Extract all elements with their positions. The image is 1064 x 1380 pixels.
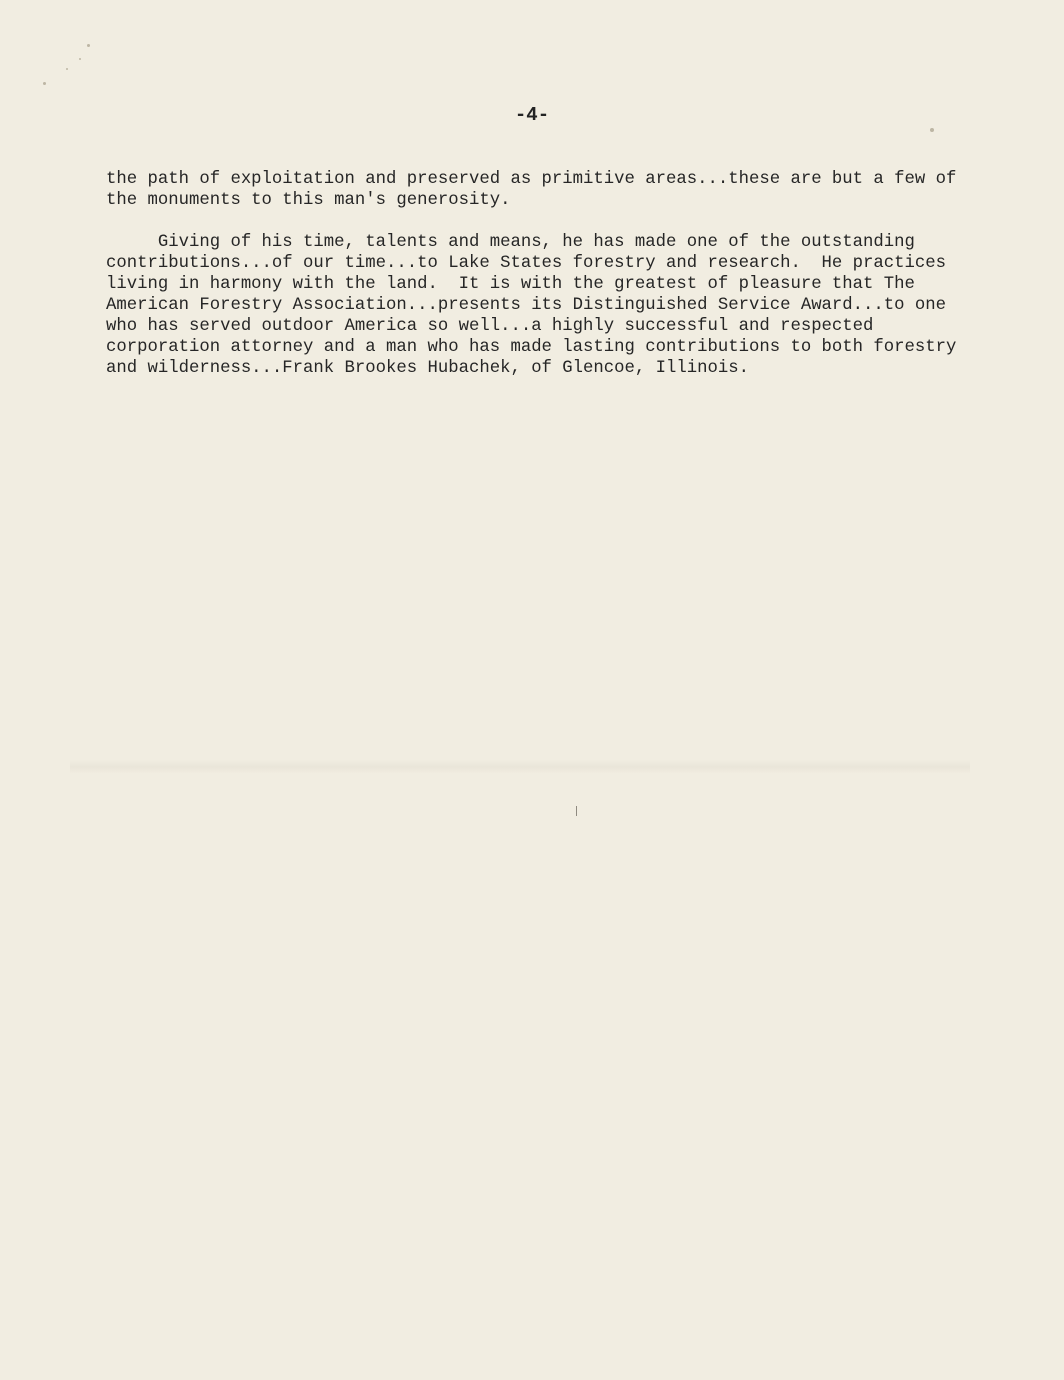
page-number: -4- — [514, 104, 550, 126]
text-line: contributions...of our time...to Lake States forestry and research. He practices — [106, 254, 947, 273]
text-line: the monuments to this man's generosity. — [106, 191, 511, 210]
paragraph-1 — [106, 169, 986, 211]
text-line: American Forestry Association...presents its Distinguished Service Award...to one — [106, 296, 947, 315]
text-line: Giving of his time, talents and means, he has made one of the outstanding — [106, 233, 915, 252]
paper-speck — [930, 128, 934, 132]
text-line: corporation attorney and a man who has made lasting contributions to both forestry — [106, 338, 957, 357]
paper-mark — [576, 806, 577, 816]
text-line: who has served outdoor America so well...a highly successful and respected — [106, 317, 874, 336]
paragraph-2 — [106, 232, 986, 379]
paper-speck — [79, 58, 81, 60]
paper-speck — [43, 82, 46, 85]
text-line: and wilderness...Frank Brookes Hubachek, of Glencoe, Illinois. — [106, 359, 749, 378]
paper-speck — [87, 44, 90, 47]
text-line: living in harmony with the land. It is with the greatest of pleasure that The — [106, 275, 915, 294]
paper-speck — [66, 68, 68, 70]
text-line: the path of exploitation and preserved as primitive areas...these are but a few of — [106, 170, 957, 189]
paper-crease — [70, 760, 970, 774]
